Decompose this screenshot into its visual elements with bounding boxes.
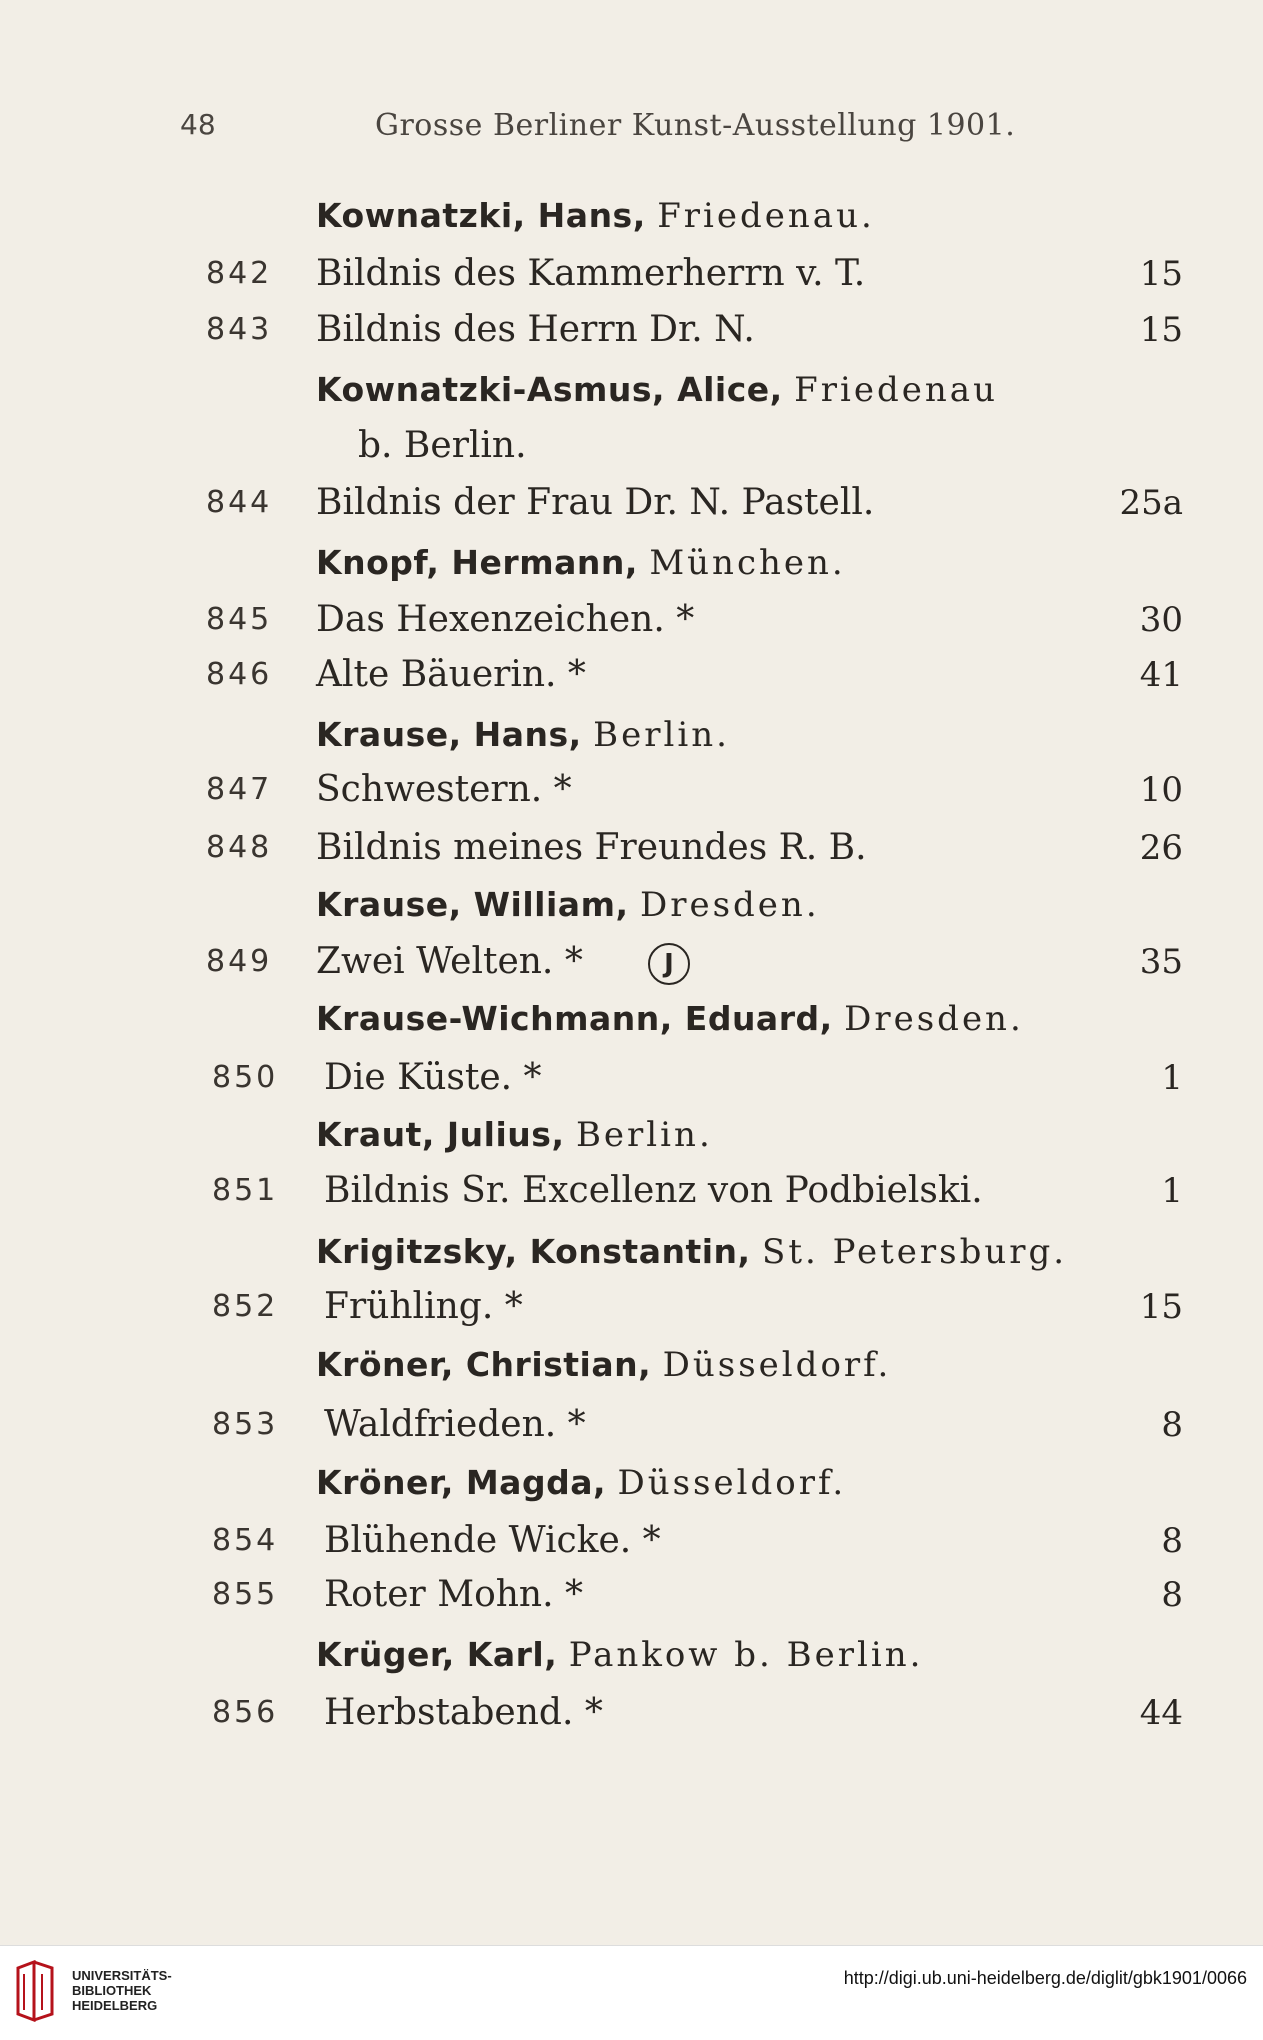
artist-heading-text [316,1227,1067,1277]
work-title: Das Hexenzeichen. * [316,599,695,640]
work-entry [0,1282,1263,1332]
work-value: 8 [1161,1575,1183,1615]
work-entry [0,249,1263,299]
work-number: 845 [206,602,273,637]
artist-heading-text [316,1630,923,1680]
work-title: Bildnis der Frau Dr. N. Pastell. [316,482,875,523]
work-entry [0,1570,1263,1620]
artist-place: Düsseldorf. [662,1345,892,1385]
artist-heading-text [316,1340,891,1390]
artist-name: Kröner, Magda, [316,1463,606,1502]
work-value: 30 [1139,600,1183,640]
artist-heading-text [316,365,998,415]
work-entry [0,1166,1263,1216]
running-head [0,108,1263,148]
work-entry [0,305,1263,355]
work-entry [0,937,1263,987]
running-title: Grosse Berliner Kunst-Ausstellung 1901. [375,108,1016,143]
work-number: 843 [206,312,273,347]
artist-heading [0,191,1263,241]
work-number: 851 [212,1173,279,1208]
artist-name: Knopf, Hermann, [316,543,638,582]
artist-place: München. [649,543,846,583]
work-number: 854 [212,1523,279,1558]
work-number: 855 [212,1577,279,1612]
artist-heading-continuation [0,421,1263,471]
work-entry [0,1516,1263,1566]
artist-heading [0,1110,1263,1160]
source-url-link[interactable]: http://digi.ub.uni-heidelberg.de/diglit/gbk1901/0066 [843,1968,1247,1988]
work-title: Bildnis des Herrn Dr. N. [316,309,755,350]
work-title: Herbstabend. * [324,1692,603,1733]
page-number: 48 [180,108,216,141]
artist-heading [0,710,1263,760]
artist-heading [0,1227,1263,1277]
work-value: 15 [1139,310,1183,350]
work-value: 1 [1161,1058,1183,1098]
artist-place: Berlin. [575,1115,713,1155]
artist-heading [0,994,1263,1044]
artist-name: Kröner, Christian, [316,1345,652,1384]
artist-place: Dresden. [844,999,1024,1039]
artist-heading [0,538,1263,588]
artist-heading-text [316,710,730,760]
work-value: 26 [1139,828,1183,868]
artist-heading-text [316,538,846,588]
work-title: Bildnis meines Freundes R. B. [316,827,867,868]
artist-name: Krause-Wichmann, Eduard, [316,999,833,1038]
work-number: 844 [206,485,273,520]
artist-place: Düsseldorf. [617,1463,847,1503]
artist-heading [0,1630,1263,1680]
continuation-text: b. Berlin. [358,425,527,466]
library-logo-icon [14,1960,56,2022]
work-title: Alte Bäuerin. * [316,654,586,695]
work-number: 850 [212,1060,279,1095]
work-value: 1 [1161,1171,1183,1211]
work-value: 15 [1139,1287,1183,1327]
artist-name: Kownatzki, Hans, [316,196,646,235]
artist-place: Pankow b. Berlin. [568,1635,924,1675]
work-number: 842 [206,256,273,291]
work-value: 25a [1119,483,1183,523]
artist-heading-text [316,880,820,930]
artist-heading-text [316,1110,713,1160]
artist-name: Krause, Hans, [316,715,582,754]
work-value: 15 [1139,254,1183,294]
work-entry [0,1400,1263,1450]
work-entry [0,1053,1263,1103]
work-title: Schwestern. * [316,769,572,810]
work-entry [0,650,1263,700]
work-number: 847 [206,772,273,807]
circled-j-mark: J [648,943,690,985]
work-number: 856 [212,1695,279,1730]
artist-name: Kownatzki-Asmus, Alice, [316,370,783,409]
artist-heading-text [316,994,1024,1044]
work-value: 8 [1161,1405,1183,1445]
work-title: Bildnis des Kammerherrn v. T. [316,253,866,294]
library-name: UNIVERSITÄTS- BIBLIOTHEK HEIDELBERG [72,1968,172,2013]
work-title: Frühling. * [324,1286,523,1327]
artist-place: Friedenau. [657,196,875,236]
work-number: 849 [206,944,273,979]
artist-name: Krüger, Karl, [316,1635,558,1674]
artist-heading [0,1340,1263,1390]
work-title: Bildnis Sr. Excellenz von Podbielski. [324,1170,983,1211]
work-entry [0,1688,1263,1738]
work-title: Blühende Wicke. * [324,1520,661,1561]
work-title: Die Küste. * [324,1057,542,1098]
artist-name: Kraut, Julius, [316,1115,565,1154]
work-value: 10 [1139,770,1183,810]
work-number: 852 [212,1289,279,1324]
work-title: Roter Mohn. * [324,1574,583,1615]
artist-heading [0,365,1263,415]
artist-heading [0,1458,1263,1508]
artist-heading [0,880,1263,930]
artist-place: Berlin. [593,715,730,755]
artist-place: Friedenau [794,370,998,410]
work-entry [0,765,1263,815]
work-title: Zwei Welten. * [316,941,583,982]
work-entry [0,595,1263,645]
work-title: Waldfrieden. * [324,1404,586,1445]
artist-heading-text [316,191,875,241]
work-number: 848 [206,830,273,865]
work-number: 853 [212,1407,279,1442]
work-value: 35 [1139,942,1183,982]
work-value: 41 [1139,655,1183,695]
footer-bar [0,1945,1263,2040]
artist-place: Dresden. [639,885,820,925]
artist-heading-text [316,1458,846,1508]
artist-name: Krause, William, [316,885,629,924]
work-entry [0,478,1263,528]
work-entry [0,823,1263,873]
work-number: 846 [206,657,273,692]
work-value: 44 [1139,1693,1183,1733]
artist-name: Krigitzsky, Konstantin, [316,1232,751,1271]
artist-place: St. Petersburg. [762,1232,1068,1272]
work-value: 8 [1161,1521,1183,1561]
